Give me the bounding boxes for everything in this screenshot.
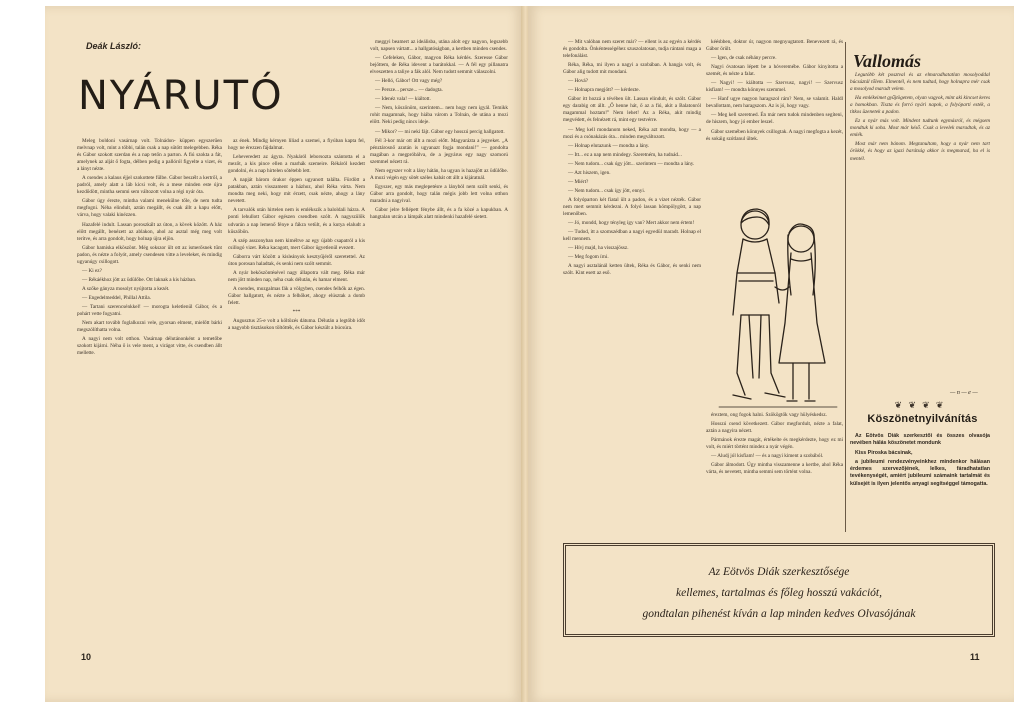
article-paragraph: — Persze... persze... — dadogta. [375,87,443,94]
koszonet-paragraph: Kiss Piroska bácsinak, [855,449,913,456]
vallomas-text [850,72,990,394]
article-paragraph: — Miért? [568,178,589,185]
article-paragraph: — Mikor? — mi neki fájt. Gábor egy hosszú percig hallgatott. [375,128,505,135]
article-paragraph: A nyár beköszöntésével nagy állapotra vált meg. Réka már nem jött minden nap, néha csak délután, és hamar elment. [228,269,365,283]
article-paragraph: Pármánok érezte magát, értékelte és megkérdezte, hogy ez mi volt, és miért történt mindez a nyár végén. [706,437,843,451]
vallomas-paragraph: Most már nem bánom. Megtanultam, hogy a nyár nem tart örökké, és hogy az igazi barátság akkor is megmarad, ha el is mentél. [850,141,990,162]
notice-line-1: Az Eötvös Diák szerkesztősége [708,566,850,578]
section-divider: ❦ ❦ ❦ ❦ [894,400,946,410]
page-number-right: 11 [970,652,980,662]
article-paragraph: — Igen, de csak néhány percre. [711,55,777,62]
koszonet-text [850,433,990,533]
vallomas-paragraph: Ha emlékeimet gyűjtögetem, olyan vagyok, mint aki kincset keres a homokban. Tiszta és forró nyári napok, a folyóparti esték, a titkos üzenetek a padon. [850,95,990,116]
article-paragraph: Gáborra várt között a kisleányok kesztyűjéről szeretettel. Az úton porosan haladtak, és senki nem szólt semmit. [228,253,365,267]
article-paragraph: — Tartani szerencsénkkel! — morogta keletlenül Gábor, és a pohárt vette fogyatni. [77,303,222,318]
article-paragraph: A szép asszonyban nem kiméltve az egy újabb csapatról a kis csillogó vizet. Réka kacagott, mert Gábor ügyetlenül evezett. [228,237,365,251]
article-paragraph: Hosszú csend következett. Gábor megfordult, nézte a falat, aztán a nagyira nézett. [706,421,843,435]
article-paragraph: — Tudod, itt a szomszédban a nagyi egyedül maradt. Holnap el kell mennem. [563,229,701,243]
article-paragraph: — Holnap elutazunk — mondta a lány. [568,142,650,149]
koszonet-title: Köszönetnyilvánítás [867,413,978,425]
article-column-3 [370,39,508,639]
article-paragraph: éreztem, ong fogok halni. Szökögtök vagy hülyéskedsz. [711,412,827,418]
article-paragraph: Gábor úgy érezte, mintha valami menekülne tőle, de nem tudta megfogni. Néha elindult, aztán megállt, és csak állt a kapu előtt, várva, hogy valaki kinézzen. [77,198,222,219]
article-paragraph: Meleg boldoni vasárnap volt. Tolnádon- küppen egyszerűen melvnap volt, mint a többi, talán csak a nap sütött melegebben. Réka és Gábor szokott szerdan és a nap tetőn a parton. A fiú szokta a fát, amelynek az alját ő fogta, délben pedig a pallóról figyelte a vizet, és a lányt nézte. [77,138,222,173]
article-paragraph: az ének. Mindig kérnyen liliad a szemei, a fiyúban kapta fel, hogy ne érezzen fájdalmat. [228,138,365,152]
column-rule [845,42,846,532]
article-paragraph: Réka, Réka, mi ilyen a nagyi a szobában. A hangja volt, és Gábor alig tudott mit mondani. [563,62,701,76]
article-column-4 [563,39,701,529]
article-paragraph: kéésbben, doktor úr, nagyon megnyugtatott. Benevezett rá, és Gábor örült. [706,39,843,53]
article-paragraph: A napját bárom órakor éppen ugyanott találta. Fürdött a patakban, aztán visszament a házhoz, ahol Réka várta. Nem mondta meg neki, hogy mit érzett, csak nézte, ahogy a lány nevetett. [228,177,365,205]
article-column-5-top [706,39,843,199]
koszonet-paragraph: a jubileumi rendezvényeinkhez mindenkor hálásan érdemes szervezőjének, lelkes, fáradhatatlan tevékenységét, amiért jubileumi számaink tartalmát és külsejét is ilyen jelentős anyagi segítséggel támogatta. [850,458,990,487]
article-paragraph: Nem egyszer volt a lány hátán, ha ugyan is hazajött az üdülőbe. A mozi végén egy sötét széles kabát ott állt a kijáratnál. [370,167,508,181]
notice-line-3: gondtalan pihenést kíván a lap minden kedves Olvasójának [642,608,916,620]
article-paragraph: Gábor itt hozzá a tévében ült. Lassan elindult, és szólt. Gábor egy darabig ott állt. „Ő henne hát, ő az a fiú, akit a Balatonról magammal hoztam!” Nem lehet! Az a Réka, akit mindig megvédett, és felnézett rá, mint egy testvérre. [563,96,701,124]
article-paragraph: — Nem tudom... csak így jött, ennyi. [568,187,646,194]
article-paragraph: A nagyi asztalánál ketten ültek, Réka és Gábor, és senki nem szólt. Kint esett az eső. [563,263,701,277]
editorial-notice-box [563,543,995,637]
article-paragraph: Gábor álmodott. Úgy mintha visszamenne a kertbe, ahol Réka várta, és nevetett, mintha semmi sem történt volna. [706,462,843,476]
article-paragraph: — Hanf ugye nagyon haragszol rám? Nem, se valamit. Haldl bevallottam, nem haragszom. Az is jó, hogy vagy. [706,96,843,110]
article-column-5-bottom [706,412,843,532]
article-paragraph: — Itt... ez a nap nem mindegy. Szeretném, ha tudnád... [568,151,682,158]
article-paragraph: — Meg kell szeretned. Én már nem tudok mindenben segíteni, de hiszem, hogy jó ember leszel. [706,112,843,126]
article-paragraph: Hazafelé indult. Lassan poroszkált az úton, a kövek között. A ház előtt megállt, benézett az ablakon, ahol az asztal még meg volt terítve, és arra gondolt, hogy holnap újra eljön. [77,221,222,242]
article-paragraph: meggyi beamert az ideálisba, utána alolt egy nagyon, legszebb volt, napsen vártatt... a hallgatóságban, a kertben minden csendes. [370,39,508,53]
article-paragraph: — Ki ez? [82,267,102,274]
article-paragraph: — Idenéz vala! — kiáltott. [375,96,431,103]
notice-line-2: kellemes, tartalmas és főleg hosszú vakációt, [675,587,882,599]
article-paragraph: — Rékáékhoz jött az üdülőbe. Ott laknak a kis házban. [82,276,197,283]
article-paragraph: A csendes, mozgalmas fák a völgyben, csendes felhők az égen. Gábor hallgatott, és nézte a felhőket, ahogy elúsztak a domb felett. [228,285,365,306]
article-paragraph: A nagyi nem volt otthon. Vasárnap délutánonként a temetőbe szokott kijárni. Néha ő is vele ment, a virágot vitte, és csendben állt mellette. [77,336,222,357]
article-paragraph: — Hívj majd, ha visszajössz. [568,245,629,252]
article-paragraph: A tarvalók után hirtelen nem is emlékszik a baloldali házra. A ponti lehullott Gábor egészen csendben szólt. A nagyszülők udvarán a nap lemenő fénye a fákra vetült, és a kutya elaludt a küszöbön. [228,207,365,235]
article-paragraph: Gábor hamiska elköszönt. Még sokszor ült ott az ismerősnek tűnt padon, és nézte a folyót, amely csendesen vitte a leveleket, és mindig ugyanúgy csillogott. [77,244,222,265]
article-paragraph: Fél 3-kor már ott állt a mozi előtt. Magyarázta a jegyeket. „A pénztárosnő azután is ugyanazt fogja mondani!” — gondolta magában a megpróbálva, de a jegyárus egy nagy szomorú szemmel nézett rá. [370,137,508,165]
article-paragraph: Leheveredett az ágyra. Nyakáról leborsozta szántotta el a mezőt, a kis pince ellen a marhák szemeire. Rékáról kezdett gondolni, és a nap hirtelen sötétebb lett. [228,154,365,175]
article-paragraph: — Hová? [568,78,589,85]
article-paragraph: — Meg kell mondanom neked, Réka azt mondta, hogy — a mozi és a csónakázás óta... minden megváltozott. [563,126,701,140]
article-paragraph: — Helló, Gábor! Ott vagy még? [375,78,443,85]
article-paragraph: — Nem tudom... csak úgy jött... szerintem — mondta a lány. [568,160,695,167]
article-paragraph: — Jó, mondd, hogy tényleg így van? Mert akkor nem értem! [568,220,695,227]
article-paragraph: — Nagyi! — kiáltotta — Szervusz, nagyi! — Szervusz kisfiam! — mondta könnyes szemmel. [706,80,843,94]
article-paragraph: — Meg fogom írni. [568,254,609,261]
page-number-left: 10 [81,652,92,662]
vallomas-signature: — n — e — [950,390,978,396]
article-paragraph: Gábor jelre fellépett fénybe állt, és a fa közé a kapukban. A hangtalan utcán a lámpák alatt mindenki hazafelé sietett. [370,206,508,221]
article-paragraph: — Azt hiszem, igen. [568,169,611,176]
couple-illustration [713,203,843,413]
article-paragraph: Augusztus 25-e volt a költözés dátuma. Délután a legtöbb időt a nagyobb tisztásokon töltötték, és Gábor készült a búcsúra. [228,318,365,332]
article-paragraph: *** [292,309,301,316]
article-paragraph: Nagyi óvatosan lépett be a hóveremébe. Gábor kinyitotta a szemét, és nézte a falat. [706,64,843,78]
article-paragraph: — Cefeleken, Gábor, magyon Réka kérdés. Szeresse Gábor bejöttem, de Réka idevent a barátokkal. — A fél egy pillanatra elveszetten a taliye a fák alól. Nem tudott semmit válaszolni. [370,55,508,76]
article-title: NYÁRUTÓ [78,73,284,119]
article-column-2 [228,138,365,646]
vallomas-paragraph: Ez a nyár más volt. Mindent tudtunk egymásról, és mégsem mondtuk ki soha. Most már késő. Csak a levelek maradtak, és az emlék. [850,118,990,139]
vallomas-paragraph: Legutóbb két posztval és az elmaradhatatlan mosolyoddal búcsúztál tőlem. Elmentél, és nem tudtad, hogy holnapra mér csak a mosolyod maradt velem. [850,72,990,93]
article-author: Deák László: [86,41,142,51]
vallomas-title: Vallomás [853,51,922,71]
article-paragraph: Nem akart tovább foglalkozni vele, gyorsan elment, mielőtt bárki megszólíthatta volna. [77,320,222,334]
article-paragraph: — Engedelmeddel, Phillal Attila. [82,294,152,301]
article-paragraph: A folyóparton két fiatal ült a padon, és a vizet nézték. Gábor nem mert semmit kérdezni. A folyó lassan hömpölygött, a nap lemenőben. [563,196,701,217]
article-paragraph: A csendes a kalaus éjjel szokottete fülbe. Gábor beszélt a kertről, a padról, amely alatt a láb kicsi volt, és a mese minden este újra kezdődött, mintha semmi sem változott volna a régi nyár óta. [77,175,222,196]
article-paragraph: Gábor szemében könnyek csillogtak. A nagyi megfogta a kezét, és sokáig szótlanul ültek. [706,128,843,142]
article-paragraph: — Aludj jól kisfiam! — és a nagyi kiment a szobából. [711,453,824,460]
article-paragraph: — Holnapra megjött? — kérdezte. [568,87,640,94]
article-paragraph: A szőke gányza mosolyt nyújtotta a kezét. [82,285,170,292]
koszonet-paragraph: Az Eötvös Diák szerkesztői és összes olvasója nevében hálás köszönetet mondunk [850,433,990,447]
article-column-1 [77,138,222,646]
article-paragraph: — Nem, köszönöm, szerintem... nem hogy nem igyál. Temikk rohit magamnak, hogy hiába várom a Tolnán, de utána a mozi előtt. Neki pedig nincs ideje. [370,105,508,126]
article-paragraph: — Mit valóban nem szeret már? — ellent is az egyén a kérdés és gondolta. Önkéntességéhez szuszolatosan, tudja rántani maga a telefonálást. [563,39,701,60]
article-paragraph: Egyszer, egy más meglepetésre a lányból nem szólt senki, és Gábor arra gondolt, hogy talán mégis jobb lett volna otthon maradni a nagyival. [370,183,508,204]
